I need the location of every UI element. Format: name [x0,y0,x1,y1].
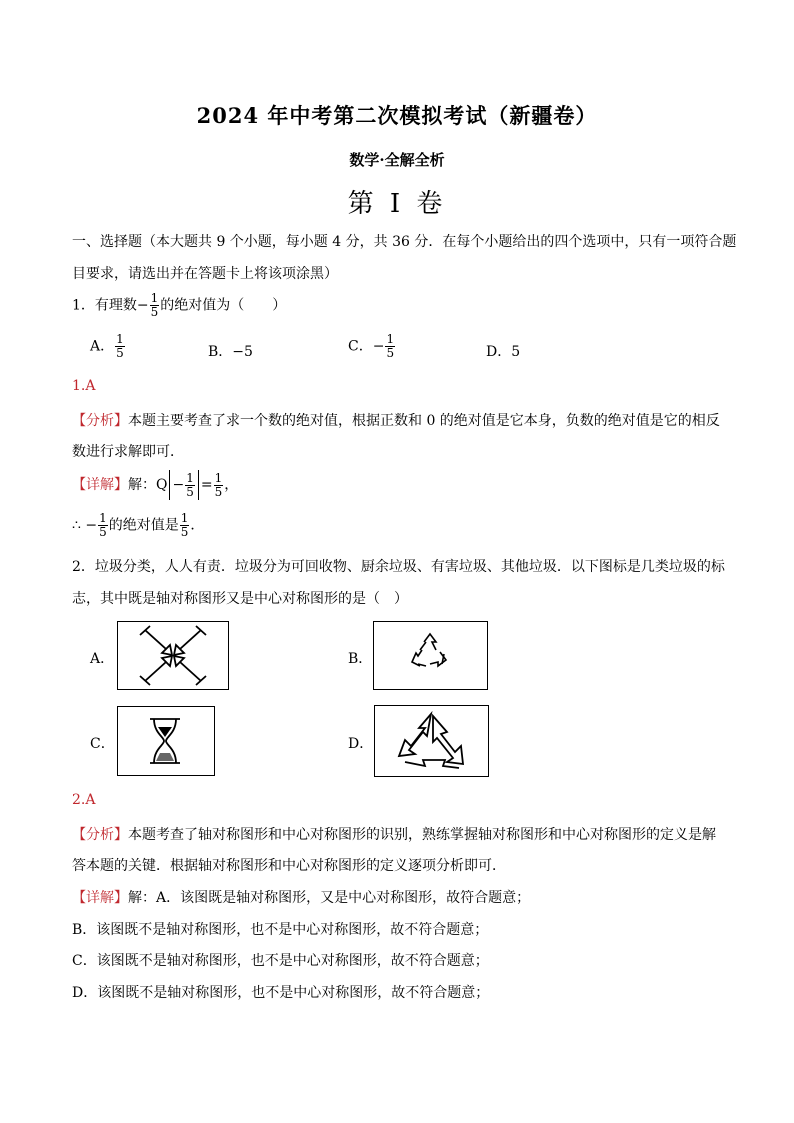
q1-suffix: 的绝对值为（ ） [160,297,287,314]
q2-detail-b: B．该图既不是轴对称图形，也不是中心对称图形，故不符合题意； [72,922,489,938]
q1-conclusion-mid: 的绝对值是 [108,517,179,534]
q1-option-a-num: 1 [116,332,124,346]
arrows-inward-icon [118,622,228,689]
q2-analysis-line1 [72,824,716,844]
q2-option-a-label: A． [90,651,115,667]
q1-detail-frac1-num: 1 [186,470,194,485]
q1-frac-den: 5 [150,305,159,319]
q1-detail-tag: 【详解】 [72,477,128,493]
q1-option-a-den: 5 [116,346,124,360]
volume-heading: 第 I 卷 [347,189,447,219]
q1-therefore: ∴ − [72,517,98,534]
q2-analysis-tag: 【分析】 [72,827,128,843]
q2-analysis-line2: 答本题的关键．根据轴对称图形和中心对称图形的定义逐项分析即可． [72,858,506,874]
q1-detail-frac2-num: 1 [214,470,223,485]
q1-detail-comma: ， [224,477,239,493]
q1-conclusion-frac1-num: 1 [99,511,107,525]
q1-stem [72,292,286,319]
q1-conclusion-frac1-den: 5 [99,525,107,539]
q1-detail-text: 解：Q [128,477,168,493]
q1-conclusion-period: ． [190,517,205,534]
abs-bar-left [169,470,170,500]
q1-option-c-fraction [385,333,395,360]
page-subtitle: 数学·全解全析 [349,151,445,169]
q2-detail-d: D．该图既不是轴对称图形，也不是中心对称图形，故不符合题意； [72,985,490,1001]
q1-conclusion-frac2 [180,512,190,539]
q1-detail-frac2-den: 5 [214,484,223,499]
q2-stem-line2: 志，其中既是轴对称图形又是中心对称图形的是（ ） [72,591,408,607]
q2-detail-c: C．该图既不是轴对称图形，也不是中心对称图形，故不符合题意； [72,953,489,969]
q1-minus: − [136,297,149,314]
q1-option-c-label: C．− [348,338,385,355]
q1-detail-frac1-den: 5 [186,484,194,499]
q1-analysis-tag: 【分析】 [72,413,128,429]
q2-analysis-text1: 本题考查了轴对称图形和中心对称图形的识别，熟练掌握轴对称图形和中心对称图形的定义是解 [128,827,716,843]
q1-frac-num: 1 [150,291,159,305]
q1-detail-eq: = [200,477,213,493]
q2-option-b-label: B． [348,651,373,667]
q1-option-d: D．5 [486,344,521,360]
abs-bar-right [198,470,199,500]
triangle-recycle-icon [375,706,488,776]
q1-prefix: 1．有理数 [72,297,137,314]
section-instructions-line2: 目要求，请选出并在答题卡上将该项涂黑） [72,266,338,282]
q1-option-a [90,333,126,360]
q2-stem-line1: 2．垃圾分类，人人有责．垃圾分为可回收物、厨余垃圾、有害垃圾、其他垃圾．以下图标是几类垃圾的标 [72,559,725,575]
q1-option-a-label: A． [90,338,115,355]
q1-option-c [348,333,396,360]
q2-option-d-label: D． [348,736,374,752]
hourglass-icon [118,707,214,775]
q1-conclusion [72,512,204,539]
q1-conclusion-frac2-num: 1 [180,511,189,525]
q2-option-a-image [117,621,229,690]
q2-detail-a-text: 解：A．该图既是轴对称图形，又是中心对称图形，故符合题意； [128,890,531,906]
section-instructions-line1: 一、选择题（本大题共 9 个小题，每小题 4 分，共 36 分．在每个小题给出的四个选项中，只有一项符合题 [72,234,737,250]
q1-fraction [150,292,160,319]
q2-detail-a [72,887,530,907]
q1-detail-minus: − [172,477,185,493]
q1-conclusion-frac1 [98,512,108,539]
page-title: 2024 年中考第二次模拟考试（新疆卷） [196,103,598,128]
q1-option-c-den: 5 [386,346,395,360]
q1-detail-frac2 [214,472,224,499]
q1-detail-frac1 [185,472,195,499]
q2-option-b-image [373,621,488,690]
q2-option-c-label: C． [90,736,115,752]
q2-answer: 2.A [72,792,96,808]
q1-analysis-line2: 数进行求解即可． [72,444,184,460]
recycle-icon [374,622,487,689]
q1-conclusion-frac2-den: 5 [180,525,189,539]
q1-option-c-num: 1 [386,332,395,346]
q1-option-a-fraction [115,333,125,360]
q1-detail-line [72,470,238,500]
q1-answer: 1.A [72,378,96,394]
q2-option-c-image [117,706,215,776]
q1-analysis-line1 [72,410,720,430]
q2-detail-tag: 【详解】 [72,890,128,906]
q2-option-d-image [374,705,489,777]
q1-option-b: B．−5 [208,344,253,360]
q1-analysis-text1: 本题主要考查了求一个数的绝对值，根据正数和 0 的绝对值是它本身，负数的绝对值是它的相反 [128,413,720,429]
